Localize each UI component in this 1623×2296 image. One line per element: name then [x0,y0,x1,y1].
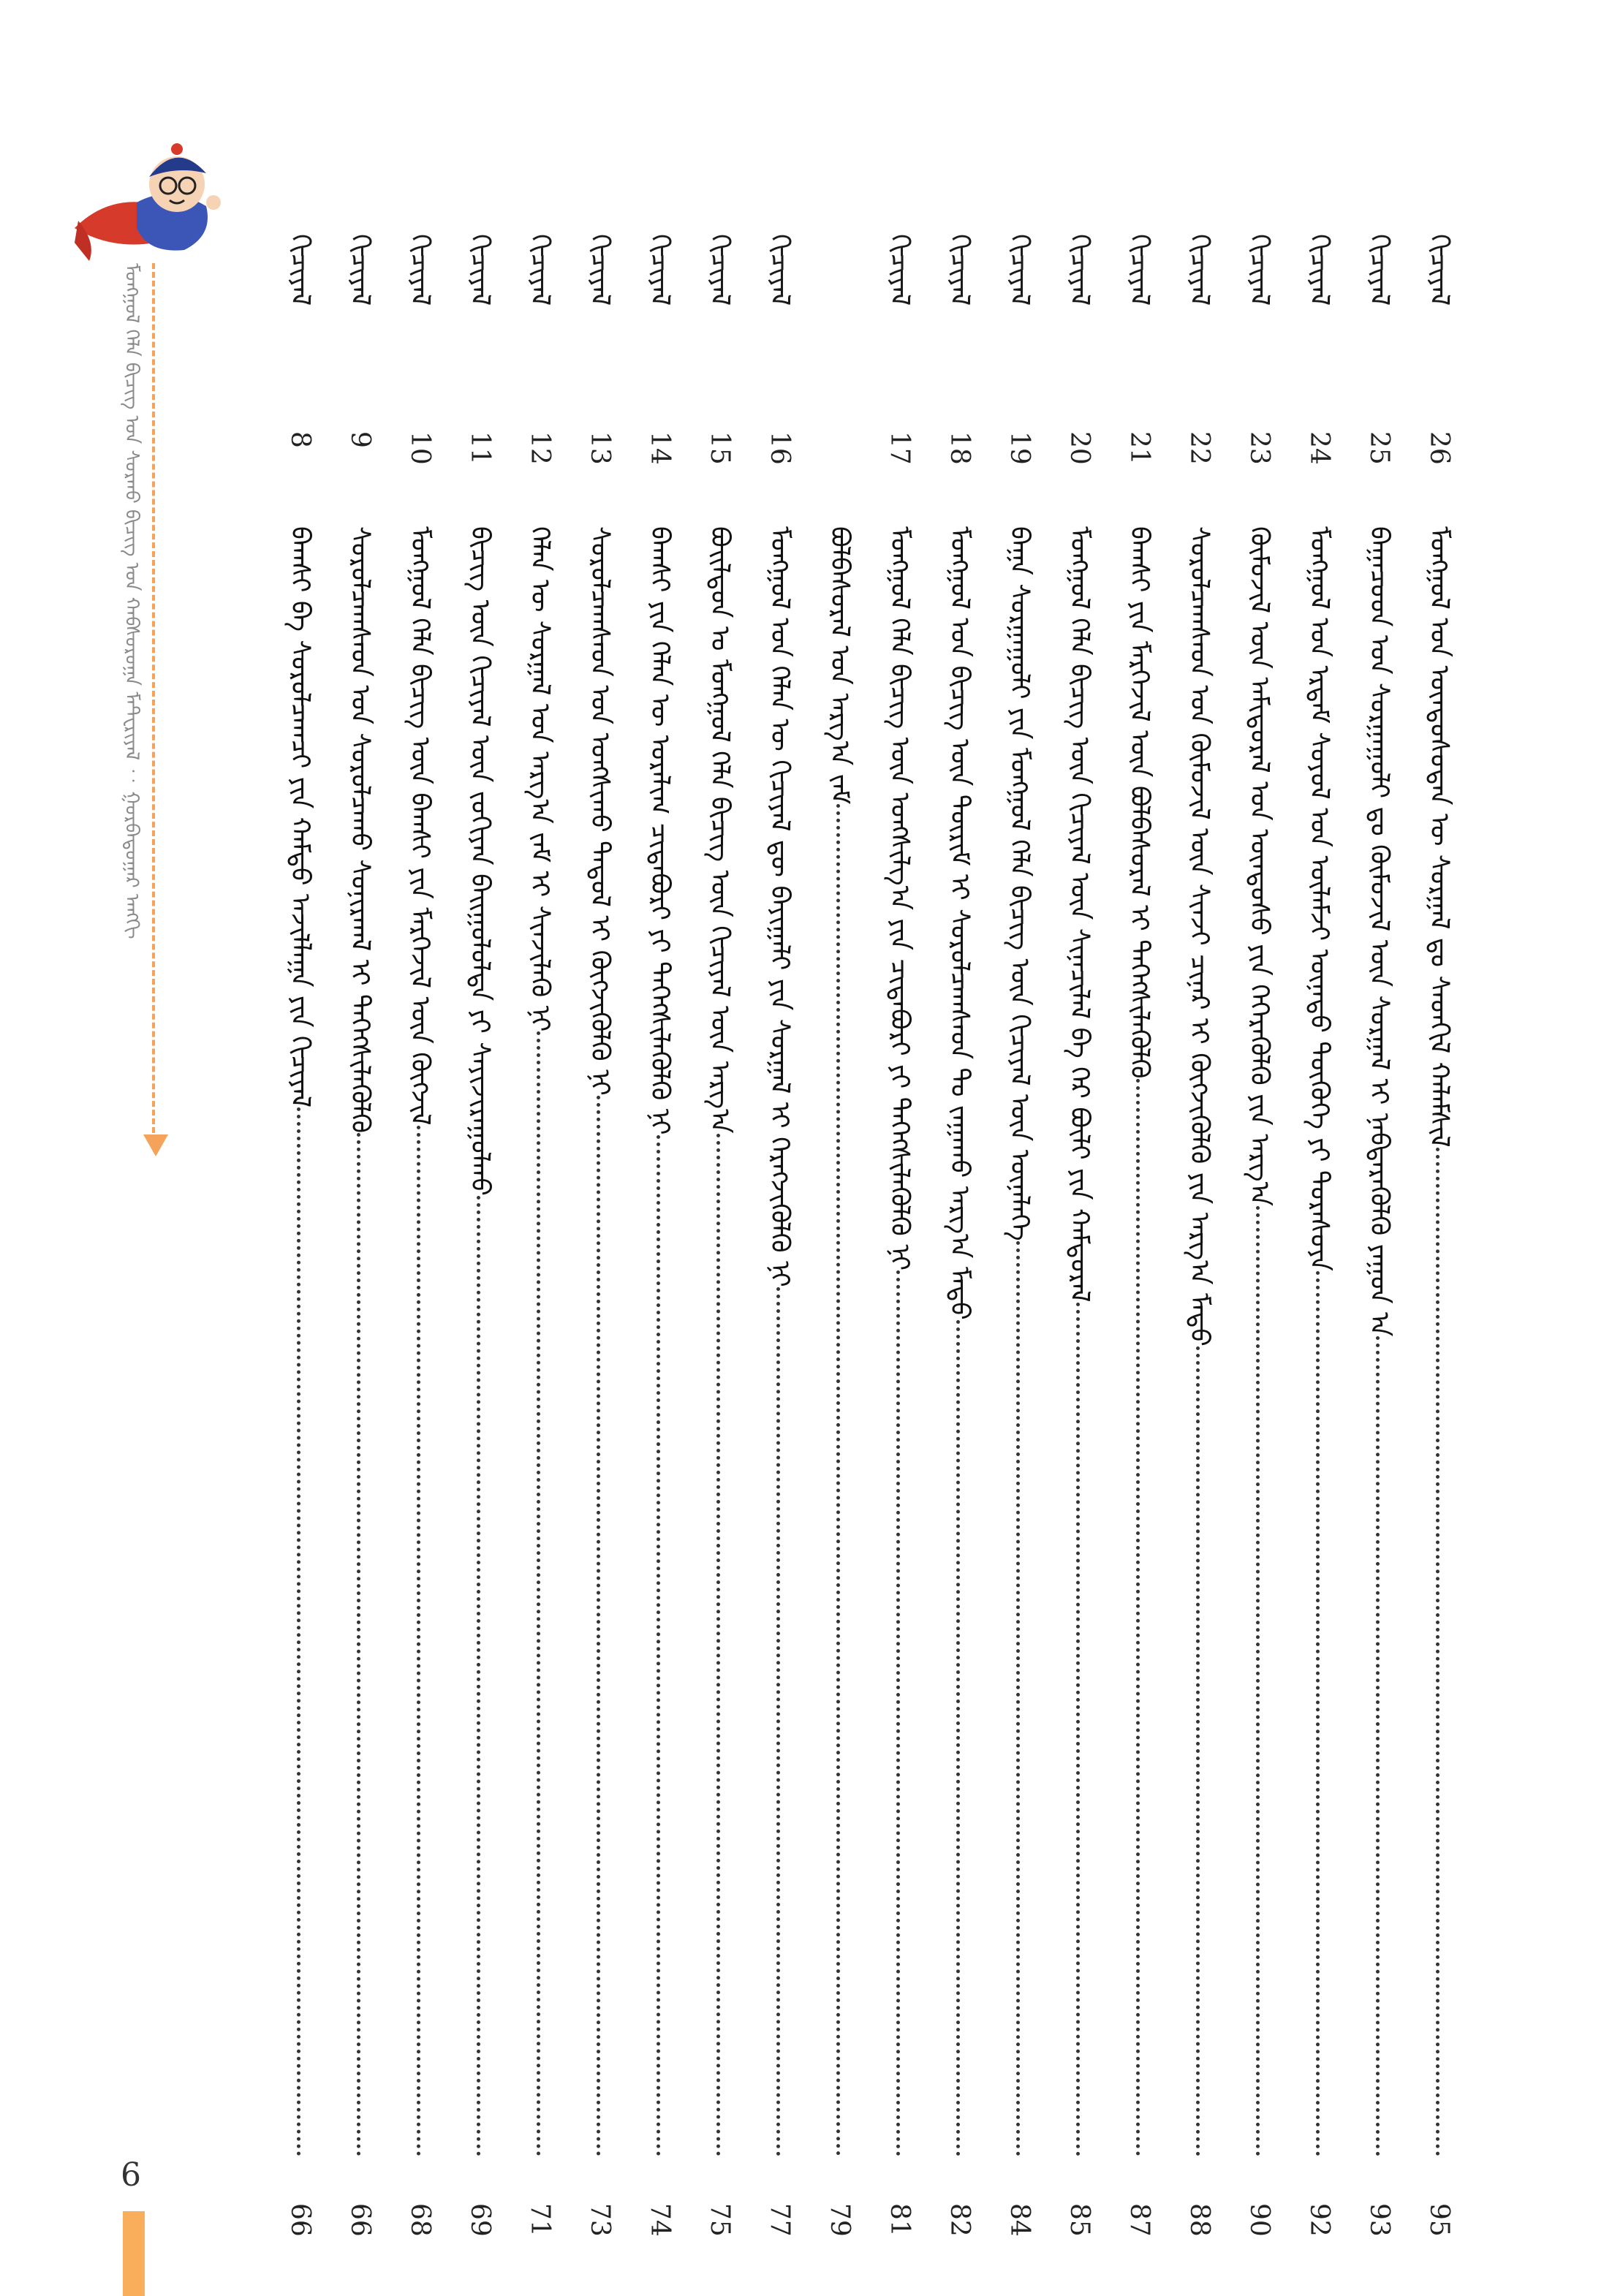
toc-entry-body [639,526,683,2237]
lesson-label: ᠬᠢᠴᠢᠶᠡᠯ [1304,234,1334,306]
lesson-label: ᠬᠢᠴᠢᠶᠡᠯ [645,234,675,306]
lesson-number: 10 [405,431,435,465]
header-dashed-line [152,263,155,1133]
lesson-page-number: 71 [525,2203,555,2237]
toc-entry-body [1119,526,1162,2237]
toc-entry[interactable] [459,234,503,2237]
toc-entry[interactable] [1238,234,1282,2237]
toc-entry[interactable] [579,234,623,2237]
lesson-title: ᠰᠤᠷᠤᠯᠴᠠᠭᠰᠠᠳ ᠤᠨ ᠬᠦᠮᠦᠵᠢᠯ ᠦᠨ ᠰᠢᠨᠵᠢ ᠴᠢᠨᠠᠷ ᠢ ᠬᠥᠭᠵᠢᠭᠦᠯᠬᠦ ᠶᠢᠨ ᠠᠷᠭ᠎ᠠ ᠮᠡᠲᠦ [1184,526,1214,1346]
lesson-label: ᠬᠢᠴᠢᠶᠡᠯ [585,234,615,306]
lesson-page-number: 85 [1064,2203,1094,2237]
lesson-page-number: 93 [1364,2203,1394,2237]
toc-entry-body [459,526,503,2237]
toc-entry[interactable] [1358,234,1402,2237]
toc-entry[interactable] [819,234,863,2237]
dot-leader [1316,1271,1325,2156]
dot-leader [417,1126,425,2156]
lesson-page-number: 95 [1424,2203,1454,2237]
lesson-title: ᠪᠠᠭᠠ ᠰᠤᠷᠭᠠᠭᠤᠯᠢ ᠶᠢᠨ ᠮᠣᠩᠭᠣᠯ ᠬᠡᠯᠡ ᠪᠢᠴᠢᠭ ᠦᠨ ᠬᠢᠴᠢᠶᠡᠯ ᠦᠨ ᠦᠨᠡᠯᠡᠭᠡ [1005,526,1034,1241]
toc-entry[interactable] [1059,234,1102,2237]
page-tab-marker [123,2211,145,2296]
dot-leader [657,1135,665,2157]
dot-leader [956,1320,965,2156]
toc-entry-body [1418,526,1462,2237]
toc-entry[interactable] [339,234,383,2237]
lesson-page-number: 69 [465,2203,495,2237]
lesson-number: 18 [945,431,975,465]
toc-entry[interactable] [1418,234,1462,2237]
dot-leader [776,1287,785,2156]
dot-leader [477,1196,485,2156]
lesson-label: ᠬᠢᠴᠢᠶᠡᠯ [525,234,555,306]
lesson-page-number: 81 [885,2203,915,2237]
dot-leader [537,1031,545,2156]
lesson-title: ᠮᠣᠩᠭᠣᠯ ᠤᠨ ᠬᠡᠯᠡᠨ ᠦ ᠬᠢᠴᠢᠶᠡᠯ ᠳᠦ ᠪᠠᠶᠢᠭᠠᠯᠢ ᠶᠢᠨ ᠰᠤᠷᠭᠠᠯ ᠢ ᠬᠡᠷᠡᠭᠵᠢᠭᠦᠯᠬᠦ ᠨᠢ [765,526,795,1287]
dot-leader [896,1270,905,2156]
lesson-title: ᠬᠦᠮᠦᠵᠢᠯ ᠦᠨ ᠠᠮᠢᠳᠤᠷᠠᠯ ᠤᠨ ᠦᠨᠳᠦᠰᠦ ᠶᠢᠨ ᠭᠡᠭᠡᠷᠡᠭᠦᠯᠬᠦ ᠶᠢᠨ ᠠᠷᠭ᠎ᠠ [1244,526,1274,1207]
running-header: ᠮᠣᠩᠭᠣᠯ ᠬᠡᠯᠡ ᠪᠢᠴᠢᠭ᠌ ᠤᠨ ᠰᠤᠷᠬᠤ ᠪᠢᠴᠢᠭ ᠤᠨ ᠬᠠᠪᠰᠤᠷᠤᠭᠠ ᠮᠠᠲ᠋ᠧᠷᠢᠶᠠᠯ ︰ ᠭᠤᠷᠪᠠᠳᠤᠭᠠᠷ ᠠᠩᠭᠢ [121,263,143,939]
dot-leader [297,1107,306,2156]
lesson-number: 12 [525,431,555,465]
lesson-number: 11 [465,431,495,465]
lesson-page-number: 92 [1304,2203,1334,2237]
lesson-number: 21 [1124,431,1154,465]
dot-leader [836,804,845,2156]
toc-entry-body [759,526,803,2237]
dot-leader [1376,1336,1385,2156]
lesson-number: 25 [1364,431,1394,465]
lesson-title: ᠪᠠᠭᠰᠢ ᠶᠢᠨ ᠬᠡᠯᠡᠨ ᠦ ᠤᠷᠠᠯᠢᠭ ᠴᠢᠳᠠᠪᠤᠷᠢ ᠶᠢ ᠳᠡᠭᠡᠭᠰᠢᠯᠡᠭᠦᠯᠬᠦ ᠨᠢ [645,526,675,1135]
lesson-title: ᠮᠣᠩᠭᠣᠯ ᠤᠨ ᠪᠢᠴᠢᠭ ᠦᠨ ᠳᠦᠷᠢᠮ ᠢ ᠰᠤᠷᠤᠯᠴᠠᠭᠰᠠᠳ ᠲᠤ ᠵᠠᠭᠠᠬᠤ ᠠᠷᠭ᠎ᠠ ᠮᠡᠲᠦ [945,526,975,1320]
lesson-title: ᠪᠤᠢᠯᠳᠤᠨ ᠤ ᠮᠣᠩᠭᠣᠯ ᠬᠡᠯᠡ ᠪᠢᠴᠢᠭ ᠦᠨ ᠬᠢᠴᠢᠶᠡᠯ ᠦᠨ ᠠᠷᠭ᠎ᠠ [705,526,735,1134]
lesson-page-number: 84 [1005,2203,1034,2237]
lesson-number: 22 [1184,431,1214,465]
lesson-page-number: 90 [1244,2203,1274,2237]
lesson-page-number: 66 [345,2203,375,2237]
lesson-label: ᠬᠢᠴᠢᠶᠡᠯ [1424,234,1454,306]
toc-entry[interactable] [759,234,803,2237]
lesson-number: 14 [645,431,675,465]
lesson-title: ᠪᠣᠯᠪᠠᠰᠤᠷᠠᠯ ᠤᠨ ᠠᠷᠭ᠎ᠠ ᠵᠠᠮ [825,526,855,805]
lesson-label: ᠬᠢᠴᠢᠶᠡᠯ [945,234,975,306]
lesson-page-number: 87 [1124,2203,1154,2237]
toc-entry-body [999,526,1043,2237]
lesson-number: 13 [585,431,615,465]
lesson-page-number: 79 [825,2203,855,2237]
lesson-label: ᠬᠢᠴᠢᠶᠡᠯ [1064,234,1094,306]
lesson-title: ᠮᠣᠩᠭᠣᠯ ᠬᠡᠯᠡ ᠪᠢᠴᠢᠭ ᠦᠨ ᠬᠢᠴᠢᠶᠡᠯ ᠦᠨ ᠰᠢᠨᠡᠴᠢᠯᠡᠯ ᠪᠠ ᠭᠡᠷ ᠪᠦᠯᠢ ᠶᠢᠨ ᠬᠠᠮᠲᠤᠷᠠᠯ [1064,526,1094,1303]
toc-entry[interactable] [399,234,443,2237]
toc-entry[interactable] [1298,234,1342,2237]
toc-entry-body [1059,526,1102,2237]
lesson-title: ᠪᠠᠭᠰᠢ ᠪᠠ ᠰᠤᠷᠤᠯᠴᠠᠭᠴᠢ ᠶᠢᠨ ᠬᠠᠮᠲᠤ ᠠᠵᠢᠯᠯᠠᠭᠠ ᠶᠢᠨ ᠬᠢᠴᠢᠶᠡᠯ [285,526,315,1108]
toc-entry[interactable] [519,234,563,2237]
dot-leader [1076,1303,1085,2156]
dot-leader [1196,1346,1205,2156]
toc-entry-body [879,526,923,2237]
toc-entry[interactable] [279,234,323,2237]
toc-entry[interactable] [999,234,1043,2237]
lesson-number: 20 [1064,431,1094,465]
lesson-label: ᠬᠢᠴᠢᠶᠡᠯ [1364,234,1394,306]
dot-leader [1136,1079,1145,2156]
toc-entry-body [1298,526,1342,2237]
lesson-number: 9 [345,431,375,448]
toc-entry-body [699,526,743,2237]
lesson-number: 23 [1244,431,1274,465]
dot-leader [1016,1241,1025,2156]
lesson-number: 24 [1304,431,1334,465]
lesson-label: ᠬᠢᠴᠢᠶᠡᠯ [885,234,915,306]
lesson-title: ᠰᠤᠷᠤᠯᠴᠠᠭᠰᠠᠳ ᠤᠨ ᠤᠩᠰᠢᠬᠤ ᠳᠠᠳᠤᠯ ᠢ ᠬᠥᠭᠵᠢᠭᠦᠯᠬᠦ ᠨᠢ [585,526,615,1096]
toc-entry[interactable] [879,234,923,2237]
lesson-title: ᠪᠢᠴᠢᠭ ᠦᠨ ᠬᠢᠴᠢᠶᠡᠯ ᠦᠨ ᠵᠣᠬᠢᠶᠠᠨ ᠪᠠᠢᠭᠤᠯᠤᠯᠲᠠ ᠶᠢ ᠰᠠᠶᠢᠵᠢᠷᠠᠭᠤᠯᠬᠤ [465,526,495,1196]
lesson-title: ᠰᠤᠷᠤᠯᠴᠠᠭᠰᠠᠳ ᠤᠨ ᠰᠤᠷᠤᠯᠴᠠᠬᠤ ᠰᠣᠨᠢᠷᠬᠠᠯ ᠢ ᠳᠡᠭᠡᠭᠰᠢᠯᠡᠭᠦᠯᠬᠦ [345,526,375,1134]
lesson-page-number: 74 [645,2203,675,2237]
lesson-page-number: 66 [285,2203,315,2237]
toc-entry-body [819,526,863,2237]
lesson-label: ᠬᠢᠴᠢᠶᠡᠯ [285,234,315,306]
dot-leader [716,1134,725,2156]
lesson-number: 26 [1424,431,1454,465]
toc-entry-body [399,526,443,2237]
lesson-number: 19 [1005,431,1034,465]
toc-entry-body [1179,526,1222,2237]
dot-leader [597,1096,605,2156]
lesson-label: ᠬᠢᠴᠢᠶᠡᠯ [345,234,375,306]
toc-entry-body [519,526,563,2237]
lesson-page-number: 75 [705,2203,735,2237]
lesson-label: ᠬᠢᠴᠢᠶᠡᠯ [705,234,735,306]
lesson-title: ᠪᠠᠭᠰᠢ ᠶᠢᠨ ᠮᠡᠷᠭᠡᠵᠢᠯ ᠦᠨ ᠪᠣᠯᠪᠠᠰᠤᠷᠠᠯ ᠢ ᠳᠡᠭᠡᠭᠰᠢᠯᠡᠭᠦᠯᠬᠦ [1124,526,1154,1079]
toc-entry-body [939,526,983,2237]
toc-entry[interactable] [939,234,983,2237]
toc-entry[interactable] [639,234,683,2237]
header-arrow-icon [143,1134,168,1156]
dot-leader [357,1133,366,2156]
lesson-page-number: 73 [585,2203,615,2237]
toc-entry[interactable] [1179,234,1222,2237]
lesson-page-number: 82 [945,2203,975,2237]
mascot-illustration [67,133,235,272]
lesson-label: ᠬᠢᠴᠢᠶᠡᠯ [1184,234,1214,306]
page-number: 6 [121,2156,141,2194]
lesson-number: 8 [285,431,315,448]
lesson-title: ᠬᠡᠯᠡᠨ ᠦ ᠰᠤᠷᠭᠠᠯ ᠤᠨ ᠠᠷᠭ᠎ᠠ ᠵᠠᠮ ᠢ ᠰᠢᠨᠵᠢᠯᠡᠬᠦ ᠨᠢ [525,526,555,1032]
lesson-title: ᠮᠣᠩᠭᠣᠯ ᠤᠨ ᠦᠨᠳᠦᠰᠦᠲᠡᠨ ᠦ ᠰᠤᠷᠭᠠᠯ ᠳᠤ ᠰᠡᠳᠬᠢᠯ ᠬᠠᠯᠠᠮᠰᠢᠯ [1424,526,1454,1148]
lesson-page-number: 68 [405,2203,435,2237]
toc-entry-body [1238,526,1282,2237]
toc-entry-body [339,526,383,2237]
toc-entry-body [1358,526,1402,2237]
dot-leader [1256,1206,1265,2156]
lesson-label: ᠬᠢᠴᠢᠶᠡᠯ [1244,234,1274,306]
toc-entry-body [579,526,623,2237]
lesson-label: ᠬᠢᠴᠢᠶᠡᠯ [1005,234,1034,306]
lesson-page-number: 77 [765,2203,795,2237]
toc-entry[interactable] [1119,234,1162,2237]
lesson-page-number: 88 [1184,2203,1214,2237]
dot-leader [1436,1148,1445,2156]
lesson-title: ᠪᠠᠭᠠᠴᠤᠳ ᠤᠨ ᠰᠤᠷᠭᠠᠭᠤᠯᠢ ᠳᠤ ᠬᠦᠮᠦᠵᠢᠯ ᠦᠨ ᠰᠤᠷᠭᠠᠯ ᠢ ᠨᠡᠪᠳᠡᠷᠡᠭᠦᠯᠬᠦ ᠶᠠᠭᠤᠨ ᠠ [1364,526,1394,1337]
lesson-label: ᠬᠢᠴᠢᠶᠡᠯ [465,234,495,306]
lesson-title: ᠮᠣᠩᠭᠣᠯ ᠤᠨ ᠡᠷᠳᠡᠮ ᠰᠣᠶᠣᠯ ᠤᠨ ᠦᠯᠡᠮᠵᠢ ᠦᠨᠡᠲᠦ ᠲᠦᠭᠦᠬᠡ ᠶᠢ ᠳᠤᠷᠠᠰᠤᠶᠠ [1304,526,1334,1271]
lesson-title: ᠮᠣᠩᠭᠣᠯ ᠬᠡᠯᠡ ᠪᠢᠴᠢᠭ ᠦᠨ ᠪᠠᠭᠰᠢ ᠶᠢᠨ ᠮᠡᠷᠭᠡᠵᠢᠯ ᠦᠨ ᠬᠥᠭᠵᠢᠯ [405,526,435,1126]
toc-entry[interactable] [699,234,743,2237]
lesson-number: 15 [705,431,735,465]
lesson-title: ᠮᠣᠩᠭᠣᠯ ᠬᠡᠯᠡ ᠪᠢᠴᠢᠭ ᠦᠨ ᠤᠩᠰᠢᠯᠭ᠎ᠠ ᠶᠢᠨ ᠴᠢᠳᠠᠪᠤᠷᠢ ᠶᠢ ᠳᠡᠭᠡᠭᠰᠢᠯᠡᠭᠦᠯᠬᠦ ᠨᠢ [885,526,915,1271]
lesson-number: 16 [765,431,795,465]
lesson-label: ᠬᠢᠴᠢᠶᠡᠯ [765,234,795,306]
lesson-label: ᠬᠢᠴᠢᠶᠡᠯ [1124,234,1154,306]
lesson-label: ᠬᠢᠴᠢᠶᠡᠯ [405,234,435,306]
toc-entry-body [279,526,323,2237]
lesson-number: 17 [885,431,915,465]
